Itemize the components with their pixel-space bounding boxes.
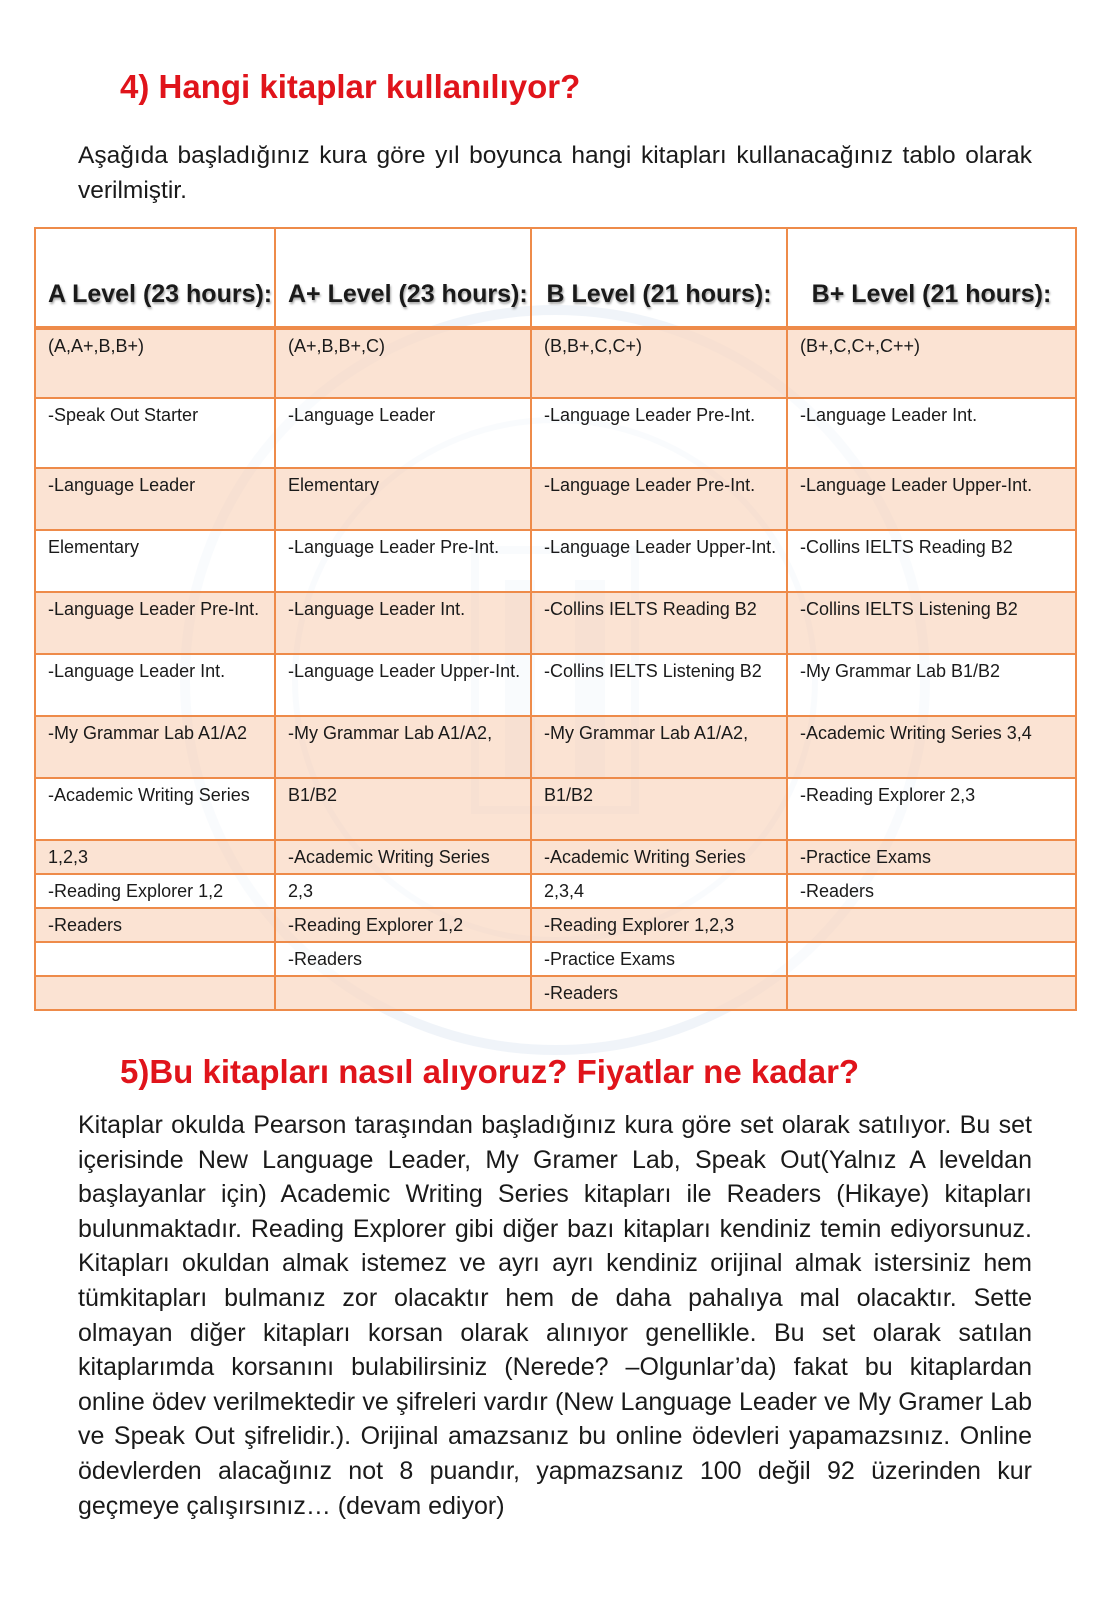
- table-cell: (B,B+,C,C+): [531, 328, 787, 398]
- table-cell: [275, 976, 531, 1010]
- header-b-level: B Level (21 hours):: [531, 228, 787, 328]
- table-cell: -Language Leader Upper-Int.: [531, 530, 787, 592]
- table-cell: -Readers: [275, 942, 531, 976]
- table-row: [35, 592, 1076, 654]
- section-5-title: 5)Bu kitapları nasıl alıyoruz? Fiyatlar ne kadar?: [120, 1053, 860, 1090]
- table-cell: [787, 908, 1076, 942]
- table-cell: [35, 976, 275, 1010]
- table-cell: [787, 942, 1076, 976]
- table-cell: -Language Leader Upper-Int.: [275, 654, 531, 716]
- table-cell: -Collins IELTS Reading B2: [787, 530, 1076, 592]
- table-cell: (A,A+,B,B+): [35, 328, 275, 398]
- table-cell: [787, 976, 1076, 1010]
- table-cell: B1/B2: [531, 778, 787, 840]
- table-row: [35, 778, 1076, 840]
- table-cell: -Language Leader Int.: [35, 654, 275, 716]
- table-cell: -Language Leader Int.: [787, 398, 1076, 468]
- table-cell: -Language Leader Pre-Int.: [275, 530, 531, 592]
- table-cell: -Reading Explorer 2,3: [787, 778, 1076, 840]
- section-4-intro: Aşağıda başladığınız kura göre yıl boyunca hangi kitapları kullanacağınız tablo olarak verilmiştir.: [78, 142, 1032, 204]
- table-cell: -My Grammar Lab A1/A2,: [531, 716, 787, 778]
- header-a-plus-level: A+ Level (23 hours):: [275, 228, 531, 328]
- table-cell: -Collins IELTS Listening B2: [531, 654, 787, 716]
- table-cell: -Language Leader: [275, 398, 531, 468]
- section-4-title: 4) Hangi kitaplar kullanılıyor?: [120, 68, 581, 105]
- table-cell: 1,2,3: [35, 840, 275, 874]
- table-row: [35, 328, 1076, 398]
- table-cell: -Language Leader: [35, 468, 275, 530]
- book-level-table: [34, 227, 1077, 1011]
- table-cell: Elementary: [35, 530, 275, 592]
- table-cell: -Collins IELTS Reading B2: [531, 592, 787, 654]
- table-cell: -Academic Writing Series 3,4: [787, 716, 1076, 778]
- table-cell: -Reading Explorer 1,2: [35, 874, 275, 908]
- table-header-row: [35, 228, 1076, 328]
- table-cell: -My Grammar Lab A1/A2: [35, 716, 275, 778]
- table-cell: 2,3,4: [531, 874, 787, 908]
- table-row: [35, 716, 1076, 778]
- table-cell: -Language Leader Int.: [275, 592, 531, 654]
- table-row: [35, 908, 1076, 942]
- table-row: [35, 874, 1076, 908]
- header-b-plus-level: B+ Level (21 hours):: [787, 228, 1076, 328]
- table-cell: -Language Leader Pre-Int.: [531, 398, 787, 468]
- table-cell: -Speak Out Starter: [35, 398, 275, 468]
- table-cell: -My Grammar Lab B1/B2: [787, 654, 1076, 716]
- table-cell: -Collins IELTS Listening B2: [787, 592, 1076, 654]
- table-cell: -Language Leader Pre-Int.: [35, 592, 275, 654]
- table-cell: -Readers: [531, 976, 787, 1010]
- table-cell: (A+,B,B+,C): [275, 328, 531, 398]
- header-a-level: A Level (23 hours):: [35, 228, 275, 328]
- table-row: [35, 840, 1076, 874]
- table-cell: -Practice Exams: [787, 840, 1076, 874]
- table-row: [35, 468, 1076, 530]
- table-cell: -My Grammar Lab A1/A2,: [275, 716, 531, 778]
- table-cell: -Language Leader Pre-Int.: [531, 468, 787, 530]
- table-cell: -Academic Writing Series: [35, 778, 275, 840]
- table-cell: -Readers: [35, 908, 275, 942]
- table-cell: -Reading Explorer 1,2: [275, 908, 531, 942]
- table-cell: B1/B2: [275, 778, 531, 840]
- table-cell: -Readers: [787, 874, 1076, 908]
- table-cell: -Reading Explorer 1,2,3: [531, 908, 787, 942]
- table-cell: -Practice Exams: [531, 942, 787, 976]
- section-5-body: Kitaplar okulda Pearson taraşından başladığınız kura göre set olarak satılıyor. Bu set içerisinde New Language Leader, My Gramer Lab, Speak Out(Yalnız A leveldan başlayanlar için) Academic Writing Series kitapları ile Readers (Hikaye) kitapları bulunmaktadır. Reading Explorer gibi diğer bazı kitapları kendiniz temin ediyorsunuz. Kitapları okuldan almak istemez ve ayrı ayrı kendiniz orijinal almak istersiniz hem tümkitapları bulmanız zor olacaktır hem de daha pahalıya mal olacaktır. Sette olmayan diğer kitapları korsan olarak alınıyor genellikle. Bu set olarak satılan kitaplarımda korsanını bulabilirsiniz (Nerede? –Olgunlar’da) fakat bu kitaplardan online ödev verilmektedir ve şifreleri vardır (New Language Leader ve My Gramer Lab ve Speak Out şifrelidir.). Orijinal amazsanız bu online ödevleri yapamazsınız. Online ödevlerden alacağınız not 8 puandır, yapmazsanız 100 değil 92 üzerinden kur geçmeye çalışırsınız… (devam ediyor): [78, 1111, 1032, 1520]
- table-cell: [35, 942, 275, 976]
- table-cell: -Academic Writing Series: [275, 840, 531, 874]
- table-cell: Elementary: [275, 468, 531, 530]
- table-row: [35, 976, 1076, 1010]
- table-cell: (B+,C,C+,C++): [787, 328, 1076, 398]
- table-row: [35, 398, 1076, 468]
- table-cell: -Language Leader Upper-Int.: [787, 468, 1076, 530]
- table-row: [35, 654, 1076, 716]
- table-cell: -Academic Writing Series: [531, 840, 787, 874]
- table-row: [35, 530, 1076, 592]
- table-cell: 2,3: [275, 874, 531, 908]
- table-row: [35, 942, 1076, 976]
